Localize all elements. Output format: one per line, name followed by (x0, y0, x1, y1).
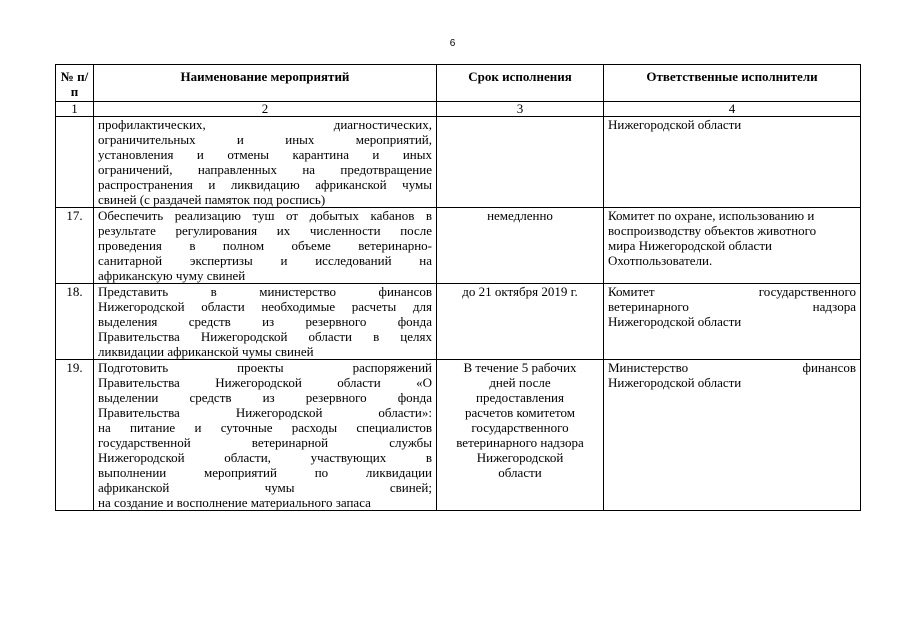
deadline-line: государственного (471, 420, 569, 435)
table-header-row (56, 65, 861, 102)
header-num: № п/п (56, 65, 94, 102)
table-row (56, 284, 861, 360)
row-number: 18. (56, 284, 94, 360)
activity-name-line: выделения средств из резервного фонда (98, 314, 432, 329)
activity-name (94, 360, 437, 511)
responsible-executors (604, 208, 861, 284)
deadline-line: В течение 5 рабочих (463, 360, 577, 375)
deadline-line: Нижегородской (476, 450, 564, 465)
activity-name-line: на питание и суточные расходы специалистов (98, 420, 432, 435)
responsible-line: Комитет государственного (608, 284, 856, 299)
responsible-line: воспроизводству объектов животного (608, 223, 817, 238)
activity-name-line: ликвидации африканской чумы свиней (98, 344, 314, 359)
activity-name-line: ограничений, направленных на предотвращение (98, 162, 432, 177)
activity-name-line: Обеспечить реализацию туш от добытых кабанов в (98, 208, 432, 223)
deadline-line: расчетов комитетом (464, 405, 576, 420)
action-plan-table (55, 64, 861, 511)
table-row (56, 360, 861, 511)
deadline (437, 360, 604, 511)
activity-name-line: Нижегородской области, участвующих в (98, 450, 432, 465)
activity-name-line: санитарной экспертизы и исследований на (98, 253, 432, 268)
activity-name-line: Представить в министерство финансов (98, 284, 432, 299)
activity-name-line: африканскую чуму свиней (98, 268, 246, 283)
deadline-line: ветеринарного надзора (456, 435, 584, 450)
responsible-line: Комитет по охране, использованию и (608, 208, 815, 223)
header-term: Срок исполнения (437, 65, 604, 102)
activity-name-line: установления и отмены карантина и иных (98, 147, 432, 162)
activity-name (94, 208, 437, 284)
deadline-line: немедленно (487, 208, 553, 223)
row-number: 19. (56, 360, 94, 511)
header-responsible: Ответственные исполнители (604, 65, 861, 102)
deadline-line: до 21 октября 2019 г. (462, 284, 578, 299)
responsible-line: Министерство финансов (608, 360, 856, 375)
table-row (56, 117, 861, 208)
deadline (437, 284, 604, 360)
activity-name-line: государственной ветеринарной службы (98, 435, 432, 450)
responsible-line: Охотпользователи. (608, 253, 713, 268)
activity-name-line: свиней (с раздачей памяток под роспись) (98, 192, 326, 207)
responsible-line: ветеринарного надзора (608, 299, 856, 314)
header-name: Наименование мероприятий (94, 65, 437, 102)
column-number: 2 (94, 102, 437, 117)
responsible-executors (604, 360, 861, 511)
column-number: 4 (604, 102, 861, 117)
column-number: 3 (437, 102, 604, 117)
deadline (437, 208, 604, 284)
activity-name-line: на создание и восполнение материального запаса (98, 495, 371, 510)
activity-name (94, 284, 437, 360)
deadline-line: предоставления (476, 390, 564, 405)
page-number: 6 (449, 38, 456, 49)
activity-name-line: Подготовить проекты распоряжений (98, 360, 432, 375)
table-row (56, 208, 861, 284)
deadline-line: дней после (489, 375, 551, 390)
activity-name-line: выделении средств из резервного фонда (98, 390, 432, 405)
activity-name-line: Правительства Нижегородской области»: (98, 405, 432, 420)
activity-name-line: профилактических, диагностических, (98, 117, 432, 132)
responsible-executors (604, 117, 861, 208)
activity-name-line: результате регулирования их численности после (98, 223, 432, 238)
column-number: 1 (56, 102, 94, 117)
row-number (56, 117, 94, 208)
activity-name-line: Нижегородской области необходимые расчеты для (98, 299, 432, 314)
column-number-row (56, 102, 861, 117)
activity-name-line: африканской чумы свиней; (98, 480, 432, 495)
deadline (437, 117, 604, 208)
activity-name-line: ограничительных и иных мероприятий, (98, 132, 432, 147)
responsible-executors (604, 284, 861, 360)
responsible-line: Нижегородской области (608, 117, 742, 132)
activity-name-line: проведения в полном объеме ветеринарно- (98, 238, 432, 253)
activity-name-line: Правительства Нижегородской области «О (98, 375, 432, 390)
activity-name-line: выполнении мероприятий по ликвидации (98, 465, 432, 480)
row-number: 17. (56, 208, 94, 284)
activity-name (94, 117, 437, 208)
responsible-line: мира Нижегородской области (608, 238, 772, 253)
responsible-line: Нижегородской области (608, 314, 742, 329)
responsible-line: Нижегородской области (608, 375, 742, 390)
activity-name-line: распространения и ликвидацию африканской чумы (98, 177, 432, 192)
activity-name-line: Правительства Нижегородской области в целях (98, 329, 432, 344)
deadline-line: области (498, 465, 542, 480)
